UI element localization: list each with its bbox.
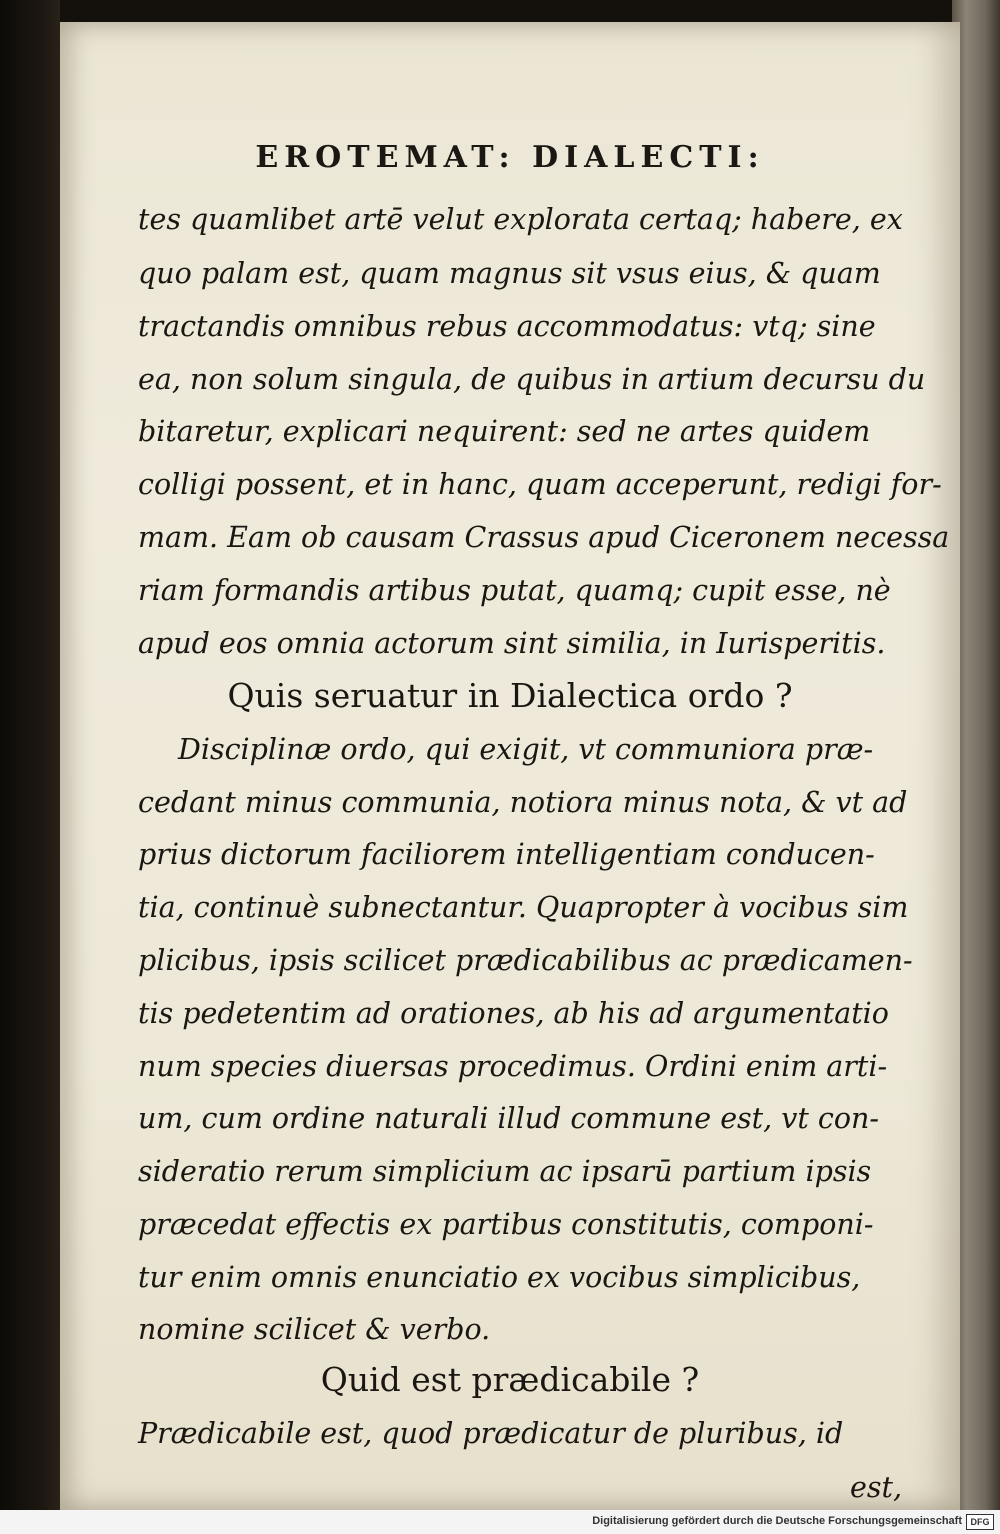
text-line: tes quamlibet artē velut explorata certaq; habere, ex [138, 203, 903, 236]
text-line: prius dictorum faciliorem intelligentiam conducen- [138, 838, 875, 871]
section-heading: Quis seruatur in Dialectica ordo ? [227, 676, 793, 715]
text-line: nomine scilicet & verbo. [138, 1313, 491, 1346]
catchword: est, [850, 1471, 903, 1504]
book-page [60, 22, 960, 1510]
text-line: sideratio rerum simplicium ac ipsarū partium ipsis [138, 1155, 872, 1188]
section-heading: Quid est prædicabile ? [320, 1360, 700, 1399]
text-line: tur enim omnis enunciatio ex vocibus simplicibus, [138, 1261, 861, 1294]
running-header: EROTEMAT: DIALECTI: [255, 140, 765, 175]
text-line: tractandis omnibus rebus accommodatus: vtq; sine [138, 310, 876, 343]
book-edge-left [0, 0, 60, 1510]
text-line: cedant minus communia, notiora minus nota, & vt ad [138, 786, 908, 819]
text-line: quo palam est, quam magnus sit vsus eius, & quam [138, 257, 881, 290]
text-line: præcedat effectis ex partibus constitutis, componi- [138, 1208, 874, 1241]
text-line: apud eos omnia actorum sint similia, in Iurisperitis. [138, 627, 886, 660]
text-line: ea, non solum singula, de quibus in artium decursu du [138, 363, 926, 396]
dfg-logo: DFG [966, 1514, 994, 1530]
text-line: mam. Eam ob causam Crassus apud Ciceronem necessa [138, 521, 950, 554]
text-line: num species diuersas procedimus. Ordini enim arti- [138, 1050, 888, 1083]
text-line: riam formandis artibus putat, quamq; cupit esse, nè [138, 574, 891, 607]
text-line: tia, continuè subnectantur. Quapropter à vocibus sim [138, 891, 909, 924]
footer-credit: Digitalisierung gefördert durch die Deutsche Forschungsgemeinschaft [592, 1515, 962, 1527]
text-line: colligi possent, et in hanc, quam acceperunt, redigi for- [138, 468, 942, 501]
text-line: plicibus, ipsis scilicet prædicabilibus ac prædicamen- [138, 944, 913, 977]
page-text [60, 22, 960, 1510]
text-line: bitaretur, explicari nequirent: sed ne artes quidem [138, 415, 871, 448]
text-line: Disciplinæ ordo, qui exigit, vt communiora præ- [178, 733, 874, 766]
text-line: um, cum ordine naturali illud commune est, vt con- [138, 1102, 879, 1135]
text-line: tis pedetentim ad orationes, ab his ad argumentatio [138, 997, 889, 1030]
text-line: Prædicabile est, quod prædicatur de pluribus, id [138, 1417, 844, 1450]
